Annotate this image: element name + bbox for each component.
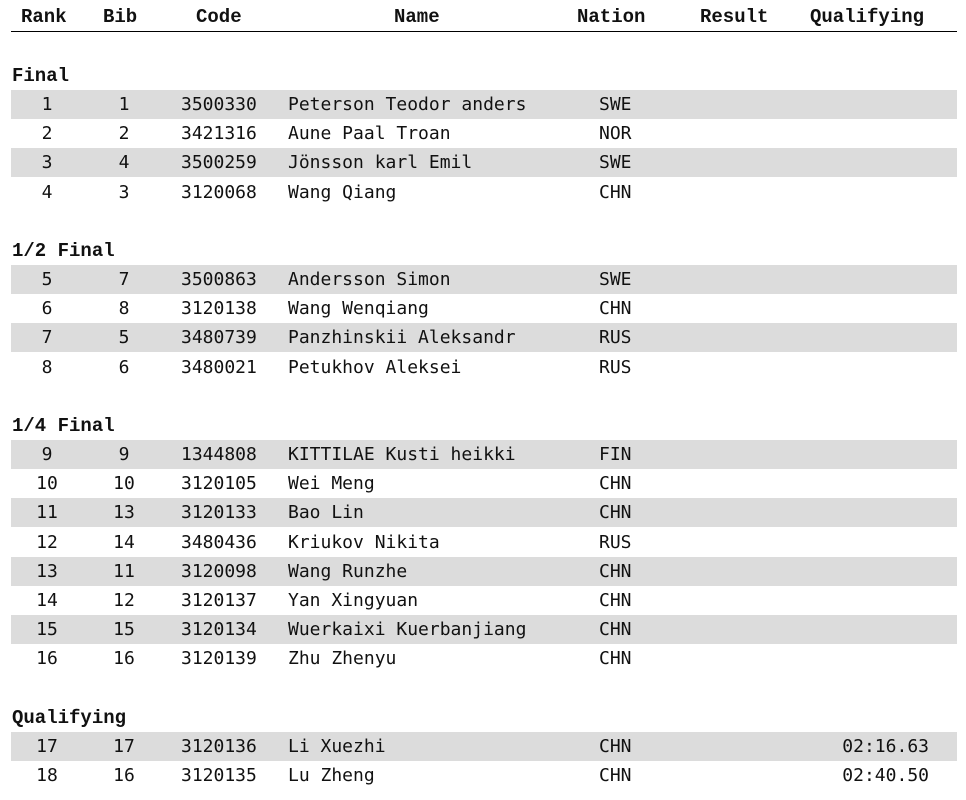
nation-cell: CHN — [599, 473, 632, 495]
code-cell: 1344808 — [181, 444, 257, 465]
bib-cell: 8 — [118, 298, 130, 320]
header-result: Result — [700, 6, 769, 28]
bib-cell: 7 — [118, 269, 130, 290]
header-name: Name — [394, 6, 440, 28]
table-row — [11, 440, 957, 469]
nation-cell: CHN — [599, 298, 632, 320]
name-cell: Wang Qiang — [288, 181, 397, 203]
nation-cell: CHN — [599, 181, 632, 203]
qualifying-cell — [811, 586, 929, 615]
table-row — [11, 323, 957, 352]
table-row — [11, 265, 957, 294]
nation-cell: CHN — [599, 648, 632, 670]
bib-cell: 16 — [113, 648, 135, 670]
table-row — [11, 761, 957, 790]
name-cell: Andersson Simon — [288, 269, 451, 290]
nation-cell: FIN — [599, 444, 632, 465]
bib-cell: 15 — [113, 619, 135, 641]
name-cell: Yan Xingyuan — [288, 590, 419, 611]
qualifying-cell — [811, 644, 929, 673]
section-title: 1/4 Final — [12, 415, 115, 437]
table-row — [11, 732, 957, 761]
nation-cell: CHN — [599, 619, 632, 641]
name-cell: Wang Wenqiang — [288, 298, 429, 320]
qualifying-cell: 02:40.50 — [842, 765, 929, 787]
qualifying-cell — [811, 265, 929, 294]
table-row — [11, 586, 957, 615]
rank-cell: 17 — [36, 736, 58, 757]
bib-cell: 17 — [113, 736, 135, 757]
name-cell: Wuerkaixi Kuerbanjiang — [288, 619, 527, 641]
name-cell: Wang Runzhe — [288, 560, 408, 582]
qualifying-cell — [811, 178, 929, 207]
qualifying-cell — [811, 294, 929, 323]
table-row — [11, 90, 957, 119]
table-row — [11, 353, 957, 382]
code-cell: 3500330 — [181, 94, 257, 115]
rank-cell: 7 — [41, 327, 53, 349]
bib-cell: 9 — [118, 444, 130, 465]
bib-cell: 16 — [113, 765, 135, 787]
rank-cell: 15 — [36, 619, 58, 641]
code-cell: 3120134 — [181, 619, 257, 641]
bib-cell: 11 — [113, 560, 135, 582]
nation-cell: RUS — [599, 327, 632, 349]
qualifying-cell — [811, 469, 929, 498]
name-cell: Aune Paal Troan — [288, 123, 451, 145]
rank-cell: 4 — [41, 181, 53, 203]
rank-cell: 14 — [36, 590, 58, 611]
nation-cell: CHN — [599, 502, 632, 524]
name-cell: Li Xuezhi — [288, 736, 386, 757]
name-cell: Bao Lin — [288, 502, 364, 524]
qualifying-cell — [811, 119, 929, 148]
table-row — [11, 469, 957, 498]
table-row — [11, 615, 957, 644]
table-row — [11, 294, 957, 323]
rank-cell: 12 — [36, 531, 58, 553]
name-cell: Jönsson karl Emil — [288, 152, 473, 174]
bib-cell: 3 — [118, 181, 130, 203]
bib-cell: 5 — [118, 327, 130, 349]
bib-cell: 2 — [118, 123, 130, 145]
header-code: Code — [196, 6, 242, 28]
qualifying-cell — [811, 440, 929, 469]
name-cell: Peterson Teodor anders — [288, 94, 527, 115]
header-qualifying: Qualifying — [810, 6, 925, 28]
bib-cell: 14 — [113, 531, 135, 553]
code-cell: 3480436 — [181, 531, 257, 553]
header-rule — [11, 31, 957, 32]
table-row — [11, 178, 957, 207]
bib-cell: 10 — [113, 473, 135, 495]
qualifying-cell — [811, 528, 929, 557]
code-cell: 3421316 — [181, 123, 257, 145]
bib-cell: 1 — [118, 94, 130, 115]
rank-cell: 6 — [41, 298, 53, 320]
code-cell: 3120105 — [181, 473, 257, 495]
name-cell: Lu Zheng — [288, 765, 375, 787]
code-cell: 3120138 — [181, 298, 257, 320]
bib-cell: 6 — [118, 356, 130, 378]
code-cell: 3120098 — [181, 560, 257, 582]
nation-cell: CHN — [599, 736, 632, 757]
rank-cell: 13 — [36, 560, 58, 582]
nation-cell: SWE — [599, 94, 632, 115]
code-cell: 3120136 — [181, 736, 257, 757]
table-row — [11, 498, 957, 527]
table-header — [0, 0, 966, 34]
qualifying-cell — [811, 498, 929, 527]
nation-cell: RUS — [599, 531, 632, 553]
qualifying-cell — [811, 557, 929, 586]
code-cell: 3120137 — [181, 590, 257, 611]
nation-cell: NOR — [599, 123, 632, 145]
nation-cell: SWE — [599, 269, 632, 290]
header-rank: Rank — [21, 6, 67, 28]
qualifying-cell — [811, 148, 929, 177]
rank-cell: 3 — [41, 152, 53, 174]
name-cell: Petukhov Aleksei — [288, 356, 462, 378]
rank-cell: 1 — [41, 94, 53, 115]
code-cell: 3120068 — [181, 181, 257, 203]
table-row — [11, 119, 957, 148]
nation-cell: RUS — [599, 356, 632, 378]
rank-cell: 11 — [36, 502, 58, 524]
name-cell: Zhu Zhenyu — [288, 648, 397, 670]
rank-cell: 9 — [41, 444, 53, 465]
rank-cell: 2 — [41, 123, 53, 145]
qualifying-cell — [811, 353, 929, 382]
nation-cell: CHN — [599, 560, 632, 582]
code-cell: 3480739 — [181, 327, 257, 349]
code-cell: 3500863 — [181, 269, 257, 290]
rank-cell: 10 — [36, 473, 58, 495]
nation-cell: CHN — [599, 765, 632, 787]
code-cell: 3480021 — [181, 356, 257, 378]
header-bib: Bib — [103, 6, 138, 28]
section-title: Final — [12, 65, 70, 87]
table-row — [11, 148, 957, 177]
name-cell: KITTILAE Kusti heikki — [288, 444, 516, 465]
rank-cell: 5 — [41, 269, 53, 290]
qualifying-cell: 02:16.63 — [842, 736, 929, 757]
bib-cell: 13 — [113, 502, 135, 524]
section-title: Qualifying — [12, 707, 127, 729]
bib-cell: 4 — [118, 152, 130, 174]
nation-cell: SWE — [599, 152, 632, 174]
code-cell: 3120139 — [181, 648, 257, 670]
name-cell: Panzhinskii Aleksandr — [288, 327, 516, 349]
qualifying-cell — [811, 90, 929, 119]
name-cell: Wei Meng — [288, 473, 375, 495]
rank-cell: 16 — [36, 648, 58, 670]
bib-cell: 12 — [113, 590, 135, 611]
qualifying-cell — [811, 615, 929, 644]
table-row — [11, 557, 957, 586]
table-row — [11, 528, 957, 557]
nation-cell: CHN — [599, 590, 632, 611]
table-row — [11, 644, 957, 673]
rank-cell: 8 — [41, 356, 53, 378]
code-cell: 3500259 — [181, 152, 257, 174]
header-nation: Nation — [577, 6, 646, 28]
section-title: 1/2 Final — [12, 240, 115, 262]
code-cell: 3120133 — [181, 502, 257, 524]
name-cell: Kriukov Nikita — [288, 531, 440, 553]
qualifying-cell — [811, 323, 929, 352]
rank-cell: 18 — [36, 765, 58, 787]
code-cell: 3120135 — [181, 765, 257, 787]
